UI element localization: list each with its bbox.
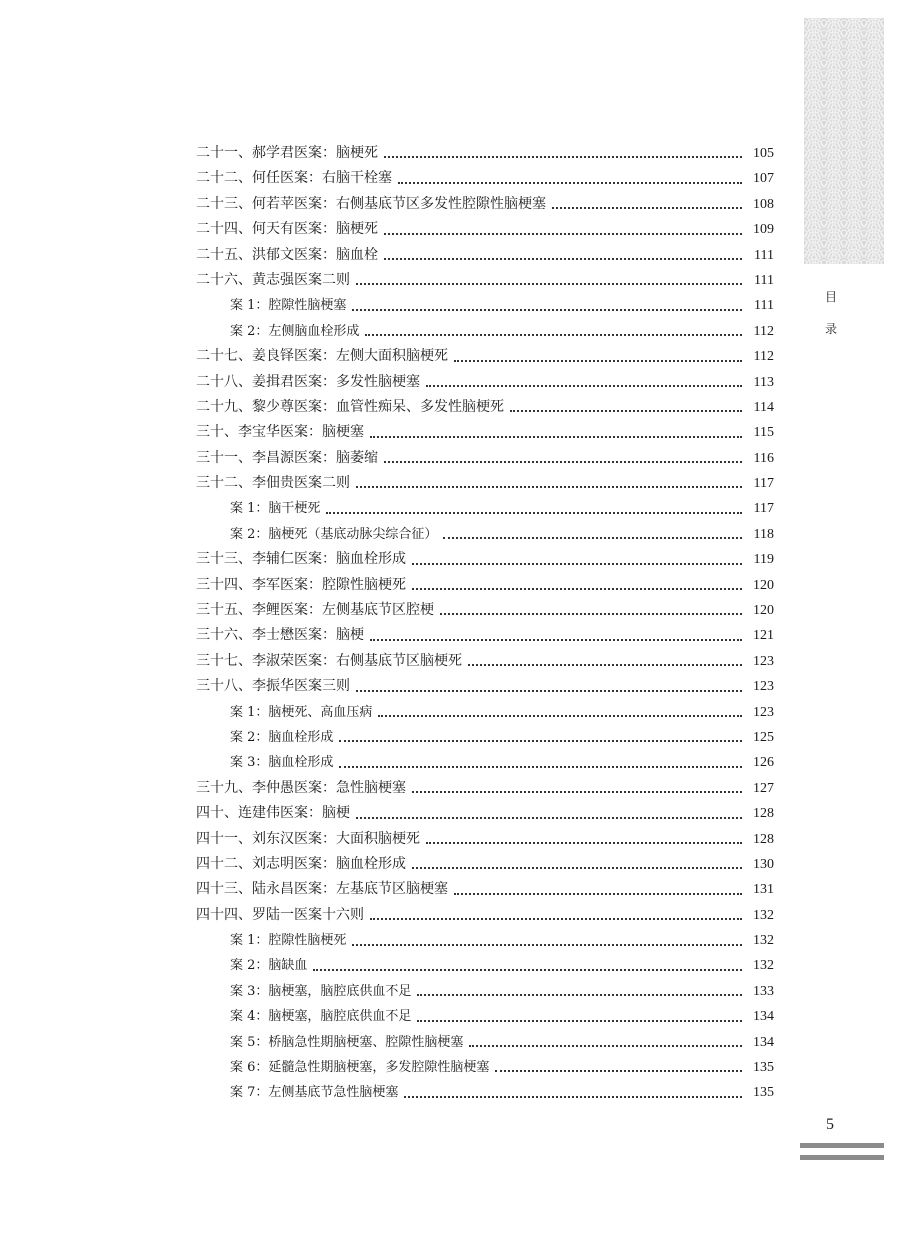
toc-subentry[interactable] — [196, 979, 774, 1004]
footer-bar-top — [800, 1143, 884, 1148]
toc-entry-title: 三十一、李昌源医案：脑萎缩 — [196, 449, 378, 466]
toc-entry[interactable] — [196, 827, 774, 852]
toc-entry-title: 二十四、何天有医案：脑梗死 — [196, 221, 378, 238]
toc-dot-leader — [426, 842, 742, 844]
toc-dot-leader — [404, 1096, 742, 1098]
toc-subentry[interactable] — [196, 725, 774, 750]
toc-entry-page: 121 — [753, 628, 774, 644]
toc-entry-title: 二十六、黄志强医案二则 — [196, 271, 350, 288]
toc-entry-title: 二十三、何若苹医案：右侧基底节区多发性腔隙性脑梗塞 — [196, 195, 546, 212]
toc-entry-page: 117 — [753, 501, 774, 517]
toc-dot-leader — [384, 461, 742, 463]
toc-entry-page: 115 — [753, 425, 774, 441]
toc-dot-leader — [370, 639, 742, 641]
section-label-contents — [822, 288, 840, 338]
toc-entry[interactable] — [196, 344, 774, 369]
toc-dot-leader — [412, 867, 742, 869]
toc-dot-leader — [352, 309, 742, 311]
toc-entry-page: 116 — [753, 450, 774, 466]
toc-subentry[interactable] — [196, 928, 774, 953]
toc-entry-page: 130 — [753, 856, 774, 872]
toc-entry-page: 131 — [753, 882, 774, 898]
toc-entry-page: 134 — [753, 1009, 774, 1025]
toc-entry[interactable] — [196, 420, 774, 445]
toc-dot-leader — [356, 817, 742, 819]
toc-entry-title: 四十、连建伟医案：脑梗 — [196, 805, 350, 822]
toc-entry[interactable] — [196, 166, 774, 191]
toc-entry-page: 105 — [753, 145, 774, 161]
toc-subentry[interactable] — [196, 293, 774, 318]
toc-entry-page: 107 — [753, 171, 774, 187]
toc-dot-leader — [443, 537, 742, 539]
table-of-contents — [196, 141, 774, 1106]
toc-dot-leader — [495, 1070, 742, 1072]
toc-entry[interactable] — [196, 776, 774, 801]
toc-subentry[interactable] — [196, 750, 774, 775]
toc-subentry[interactable] — [196, 1004, 774, 1029]
toc-entry-title: 案 2：脑血栓形成 — [230, 729, 334, 745]
toc-subentry[interactable] — [196, 1080, 774, 1105]
toc-entry-page: 128 — [753, 831, 774, 847]
toc-dot-leader — [454, 893, 742, 895]
toc-dot-leader — [326, 512, 742, 514]
toc-entry[interactable] — [196, 801, 774, 826]
toc-entry-page: 120 — [753, 603, 774, 619]
toc-entry[interactable] — [196, 243, 774, 268]
toc-entry[interactable] — [196, 395, 774, 420]
toc-entry-title: 三十九、李仲愚医案：急性脑梗塞 — [196, 779, 406, 796]
toc-subentry[interactable] — [196, 1055, 774, 1080]
wave-pattern-decoration — [804, 18, 884, 264]
toc-entry[interactable] — [196, 598, 774, 623]
toc-entry[interactable] — [196, 547, 774, 572]
toc-entry-page: 108 — [753, 196, 774, 212]
toc-dot-leader — [469, 1045, 742, 1047]
toc-entry-page: 120 — [753, 577, 774, 593]
toc-entry[interactable] — [196, 573, 774, 598]
toc-subentry[interactable] — [196, 522, 774, 547]
toc-entry-title: 三十二、李佃贵医案二则 — [196, 475, 350, 492]
toc-entry-title: 案 7：左侧基底节急性脑梗塞 — [230, 1085, 399, 1101]
toc-entry-page: 125 — [753, 729, 774, 745]
toc-entry-page: 109 — [753, 222, 774, 238]
toc-subentry[interactable] — [196, 1030, 774, 1055]
toc-entry-title: 案 2：脑梗死（基底动脉尖综合征） — [230, 526, 438, 542]
toc-dot-leader — [417, 1020, 742, 1022]
toc-entry-page: 112 — [753, 349, 774, 365]
toc-entry[interactable] — [196, 903, 774, 928]
toc-entry-page: 114 — [753, 399, 774, 415]
toc-entry-page: 118 — [753, 526, 774, 542]
toc-entry-title: 二十九、黎少尊医案：血管性痴呆、多发性脑梗死 — [196, 398, 504, 415]
toc-entry-title: 三十八、李振华医案三则 — [196, 678, 350, 695]
toc-entry-title: 四十一、刘东汉医案：大面积脑梗死 — [196, 830, 420, 847]
toc-entry-title: 案 5：桥脑急性期脑梗塞、腔隙性脑梗塞 — [230, 1034, 464, 1050]
toc-entry-title: 二十二、何任医案：右脑干栓塞 — [196, 170, 392, 187]
toc-entry-title: 四十三、陆永昌医案：左基底节区脑梗塞 — [196, 881, 448, 898]
toc-dot-leader — [454, 360, 742, 362]
toc-dot-leader — [339, 766, 742, 768]
toc-entry-page: 119 — [753, 552, 774, 568]
toc-entry-page: 111 — [754, 247, 774, 263]
section-label-char: 录 — [824, 322, 837, 336]
toc-entry-title: 三十六、李士懋医案：脑梗 — [196, 627, 364, 644]
toc-entry[interactable] — [196, 877, 774, 902]
toc-dot-leader — [552, 207, 742, 209]
toc-dot-leader — [440, 613, 742, 615]
toc-entry-title: 三十、李宝华医案：脑梗塞 — [196, 424, 364, 441]
toc-entry-page: 132 — [753, 907, 774, 923]
toc-dot-leader — [468, 664, 742, 666]
toc-entry[interactable] — [196, 217, 774, 242]
toc-entry[interactable] — [196, 649, 774, 674]
toc-dot-leader — [356, 486, 742, 488]
toc-entry-page: 128 — [753, 806, 774, 822]
toc-entry-page: 132 — [753, 933, 774, 949]
toc-dot-leader — [384, 258, 742, 260]
toc-entry-title: 案 1：腔隙性脑梗塞 — [230, 298, 347, 314]
toc-entry-title: 二十七、姜良铎医案：左侧大面积脑梗死 — [196, 348, 448, 365]
toc-dot-leader — [365, 334, 742, 336]
toc-entry[interactable] — [196, 674, 774, 699]
toc-entry-page: 135 — [753, 1085, 774, 1101]
toc-subentry[interactable] — [196, 496, 774, 521]
toc-entry[interactable] — [196, 141, 774, 166]
toc-entry-page: 123 — [753, 704, 774, 720]
toc-entry-title: 案 6：延髓急性期脑梗塞，多发腔隙性脑梗塞 — [230, 1060, 490, 1076]
toc-dot-leader — [412, 791, 742, 793]
toc-entry-page: 111 — [754, 298, 774, 314]
toc-subentry[interactable] — [196, 700, 774, 725]
toc-entry-title: 案 4：脑梗塞，脑腔底供血不足 — [230, 1009, 412, 1025]
toc-entry-page: 132 — [753, 958, 774, 974]
toc-entry-title: 二十八、姜揖君医案：多发性脑梗塞 — [196, 373, 420, 390]
toc-entry-title: 三十五、李鲤医案：左侧基底节区腔梗 — [196, 602, 434, 619]
toc-entry-page: 117 — [753, 476, 774, 492]
toc-dot-leader — [398, 182, 742, 184]
toc-entry-title: 三十四、李军医案：腔隙性脑梗死 — [196, 576, 406, 593]
toc-entry-title: 案 2：脑缺血 — [230, 958, 308, 974]
toc-entry[interactable] — [196, 192, 774, 217]
toc-dot-leader — [426, 385, 742, 387]
toc-subentry[interactable] — [196, 319, 774, 344]
toc-entry-title: 二十一、郝学君医案：脑梗死 — [196, 144, 378, 161]
toc-entry-page: 111 — [754, 272, 774, 288]
toc-entry-page: 123 — [753, 653, 774, 669]
toc-entry-title: 案 2：左侧脑血栓形成 — [230, 323, 360, 339]
section-label-char: 目 — [824, 290, 837, 304]
toc-entry[interactable] — [196, 471, 774, 496]
toc-entry-title: 案 1：脑干梗死 — [230, 501, 321, 517]
toc-dot-leader — [378, 715, 742, 717]
toc-entry-page: 123 — [753, 679, 774, 695]
footer-bar-bottom — [800, 1155, 884, 1160]
toc-entry-title: 三十七、李淑荣医案：右侧基底节区脑梗死 — [196, 652, 462, 669]
toc-entry-title: 二十五、洪郁文医案：脑血栓 — [196, 246, 378, 263]
toc-dot-leader — [339, 740, 742, 742]
toc-dot-leader — [370, 436, 742, 438]
toc-entry-title: 四十二、刘志明医案：脑血栓形成 — [196, 855, 406, 872]
toc-subentry[interactable] — [196, 954, 774, 979]
page-number: 5 — [826, 1116, 834, 1133]
toc-entry-title: 三十三、李辅仁医案：脑血栓形成 — [196, 551, 406, 568]
toc-entry-title: 案 1：脑梗死、高血压病 — [230, 704, 373, 720]
toc-dot-leader — [370, 918, 742, 920]
toc-dot-leader — [417, 994, 742, 996]
toc-entry[interactable] — [196, 370, 774, 395]
toc-dot-leader — [412, 588, 742, 590]
toc-dot-leader — [510, 410, 742, 412]
toc-dot-leader — [412, 563, 742, 565]
toc-entry-page: 112 — [753, 323, 774, 339]
toc-dot-leader — [356, 283, 742, 285]
toc-entry-page: 133 — [753, 983, 774, 999]
toc-dot-leader — [384, 233, 742, 235]
toc-dot-leader — [352, 944, 742, 946]
toc-entry-page: 135 — [753, 1060, 774, 1076]
toc-dot-leader — [313, 969, 742, 971]
toc-entry[interactable] — [196, 852, 774, 877]
toc-entry-title: 四十四、罗陆一医案十六则 — [196, 906, 364, 923]
toc-entry-page: 127 — [753, 780, 774, 796]
toc-entry-page: 134 — [753, 1034, 774, 1050]
toc-entry[interactable] — [196, 446, 774, 471]
toc-entry-title: 案 3：脑梗塞，脑腔底供血不足 — [230, 983, 412, 999]
toc-dot-leader — [384, 156, 742, 158]
toc-entry[interactable] — [196, 623, 774, 648]
toc-entry[interactable] — [196, 268, 774, 293]
toc-entry-page: 126 — [753, 755, 774, 771]
toc-entry-title: 案 1：腔隙性脑梗死 — [230, 933, 347, 949]
toc-entry-title: 案 3：脑血栓形成 — [230, 755, 334, 771]
toc-dot-leader — [356, 690, 742, 692]
toc-entry-page: 113 — [753, 374, 774, 390]
